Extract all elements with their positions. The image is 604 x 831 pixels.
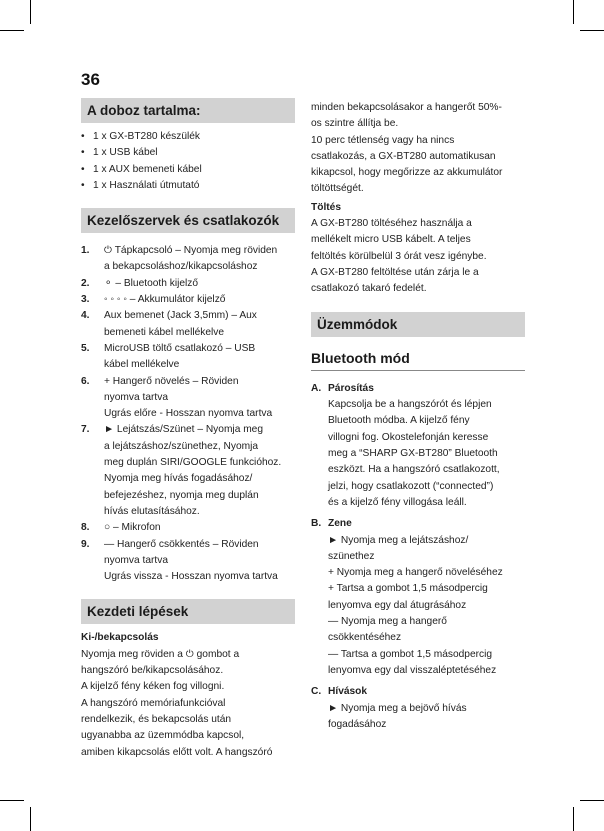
text-line: — Tartsa a gombot 1,5 másodpercig [328, 648, 493, 660]
item-number: 6. [81, 375, 90, 387]
text-line: A GX-BT280 töltéséhez használja a [311, 218, 472, 230]
text-line: A kijelző fény kéken fog villogni. [81, 681, 225, 693]
list-item [81, 243, 295, 276]
section-letter: B. [311, 518, 322, 530]
text-line: mellékelt micro USB kábelt. A teljes [311, 234, 471, 246]
box-contents-heading: A doboz tartalma: [81, 98, 295, 123]
item-line: ► Lejátszás/Szünet – Nyomja meg [104, 424, 264, 436]
item-line: Aux bemenet (Jack 3,5mm) – Aux [104, 310, 257, 322]
text-line: + Nyomja meg a hangerő növeléséhez [328, 567, 503, 579]
item-line: a lejátszáshoz/szünethez, Nyomja [104, 440, 259, 452]
item-number: 2. [81, 277, 90, 289]
left-column [81, 98, 295, 761]
controls-list [81, 243, 295, 585]
text-line: ► Nyomja meg a bejövő hívás [328, 702, 467, 714]
item-line: meg duplán SIRI/GOOGLE funkcióhoz. [104, 457, 282, 469]
item-line: kábel mellékelve [104, 359, 180, 371]
crop-mark [580, 800, 604, 801]
text-line: jelzi, hogy csatlakozott (“connected”) [328, 480, 494, 492]
text-line: Kapcsolja be a hangszórót és lépjen [328, 399, 492, 411]
item-number: 5. [81, 342, 90, 354]
text-line: Nyomja meg röviden a ⏻ gombot a [81, 648, 240, 660]
list-item: • 1 x Használati útmutató [81, 178, 295, 194]
item-line: ⏻ Tápkapcsoló – Nyomja meg röviden [104, 245, 278, 257]
text-line: ► Nyomja meg a lejátszáshoz/ [328, 534, 469, 546]
list-item [81, 537, 295, 586]
item-number: 1. [81, 245, 90, 257]
heading-rule [311, 370, 525, 371]
modes-heading: Üzemmódok [311, 312, 525, 337]
text-line: A hangszóró memóriafunkcióval [81, 697, 226, 709]
item-number: 3. [81, 294, 90, 306]
list-item [81, 276, 295, 292]
item-line: Ugrás vissza - Hosszan nyomva tartva [104, 571, 278, 583]
text-line: szünethez [328, 550, 375, 562]
list-item: • 1 x GX-BT280 készülék [81, 129, 295, 145]
list-item [81, 374, 295, 423]
page-number: 36 [81, 70, 100, 89]
list-item [81, 422, 295, 520]
text-line: hangszóró be/kikapcsolásához. [81, 665, 224, 677]
crop-mark [573, 0, 574, 24]
controls-heading: Kezelőszervek és csatlakozók [81, 208, 295, 233]
bluetooth-mode-heading: Bluetooth mód [311, 349, 410, 366]
item-line: — Hangerő csökkentés – Röviden [104, 538, 259, 550]
box-contents-list [81, 129, 295, 194]
text-line: csatlakozás, a GX-BT280 automatikusan [311, 150, 496, 162]
text-line: és a kijelző fény villogása leáll. [328, 496, 467, 508]
text-line: fogadásához [328, 718, 387, 730]
section-title: Hívások [328, 686, 368, 698]
section-letter: A. [311, 382, 322, 394]
section-music [311, 516, 525, 679]
text-line: meg a “SHARP GX-BT280” Bluetooth [328, 448, 498, 460]
item-line: nyomva tartva [104, 554, 168, 566]
section-pairing [311, 381, 525, 511]
crop-mark [580, 30, 604, 31]
item-line: ⚬ – Bluetooth kijelző [104, 277, 199, 289]
item-line: ○ – Mikrofon [104, 522, 161, 534]
item-line: Ugrás előre - Hosszan nyomva tartva [104, 408, 273, 420]
text-line: lenyomva egy dal visszaléptetéséhez [328, 664, 497, 676]
text-line: — Nyomja meg a hangerő [328, 616, 447, 628]
text-line: + Tartsa a gombot 1,5 másodpercig [328, 583, 488, 595]
text-line: csökkentéséhez [328, 632, 402, 644]
crop-mark [30, 0, 31, 24]
section-title: Zene [328, 518, 352, 530]
text-line: kikapcsol, hogy megőrizze az akkumulátor [311, 167, 503, 179]
item-line: hívás elutasításához. [104, 505, 200, 517]
text-line: 10 perc tétlenség vagy ha nincs [311, 134, 455, 146]
text-line: töltöttségét. [311, 183, 364, 195]
item-line: Nyomja meg hívás fogadásához/ [104, 473, 253, 485]
charging-paragraph [311, 216, 525, 297]
item-line: MicroUSB töltő csatlakozó – USB [104, 342, 256, 354]
list-item [81, 520, 295, 536]
text-line: villogni fog. Okostelefonján keresse [328, 431, 489, 443]
text-line: lenyomva egy dal átugrásához [328, 599, 467, 611]
text-line: minden bekapcsolásakor a hangerőt 50%- [311, 102, 502, 113]
text-line: Bluetooth módba. A kijelző fény [328, 415, 470, 427]
text-line: eszközt. Ha a hangszóró csatlakozott, [328, 464, 500, 476]
section-title: Párosítás [328, 382, 374, 394]
first-steps-heading: Kezdeti lépések [81, 599, 295, 624]
text-line: A GX-BT280 feltöltése után zárja le a [311, 266, 479, 278]
section-calls [311, 684, 525, 733]
right-column [311, 100, 525, 733]
item-line: nyomva tartva [104, 391, 168, 403]
item-line: befejezéshez, nyomja meg duplán [104, 489, 259, 501]
crop-mark [573, 807, 574, 831]
text-line: feltöltés körülbelül 3 órát vesz igénybe. [311, 250, 487, 262]
item-line: bemeneti kábel mellékelve [104, 326, 225, 338]
list-item: • 1 x USB kábel [81, 145, 295, 161]
crop-mark [0, 800, 24, 801]
crop-mark [0, 30, 24, 31]
list-item [81, 292, 295, 308]
list-item [81, 308, 295, 341]
text-line: csatlakozó takaró fedelét. [311, 283, 427, 295]
crop-mark [30, 807, 31, 831]
power-paragraph [81, 647, 295, 761]
item-number: 4. [81, 310, 90, 322]
text-line: rendelkezik, és bekapcsolás után [81, 713, 232, 725]
text-line: ugyanabba az üzemmódba kapcsol, [81, 730, 245, 742]
item-line: ◦ ◦ ◦ ◦ – Akkumulátor kijelző [104, 294, 226, 306]
section-letter: C. [311, 686, 322, 698]
list-item: • 1 x AUX bemeneti kábel [81, 162, 295, 178]
power-paragraph-continued [311, 100, 525, 198]
list-item [81, 341, 295, 374]
charging-subtitle: Töltés [311, 201, 342, 213]
item-line: + Hangerő növelés – Röviden [104, 375, 239, 387]
item-number: 8. [81, 522, 90, 534]
text-line: amiben kikapcsolás előtt volt. A hangszóró [81, 746, 273, 758]
item-line: a bekapcsoláshoz/kikapcsoláshoz [104, 261, 258, 273]
text-line: os szintre állítja be. [311, 118, 399, 130]
power-subtitle: Ki-/bekapcsolás [81, 632, 159, 644]
item-number: 7. [81, 424, 90, 436]
item-number: 9. [81, 538, 90, 550]
